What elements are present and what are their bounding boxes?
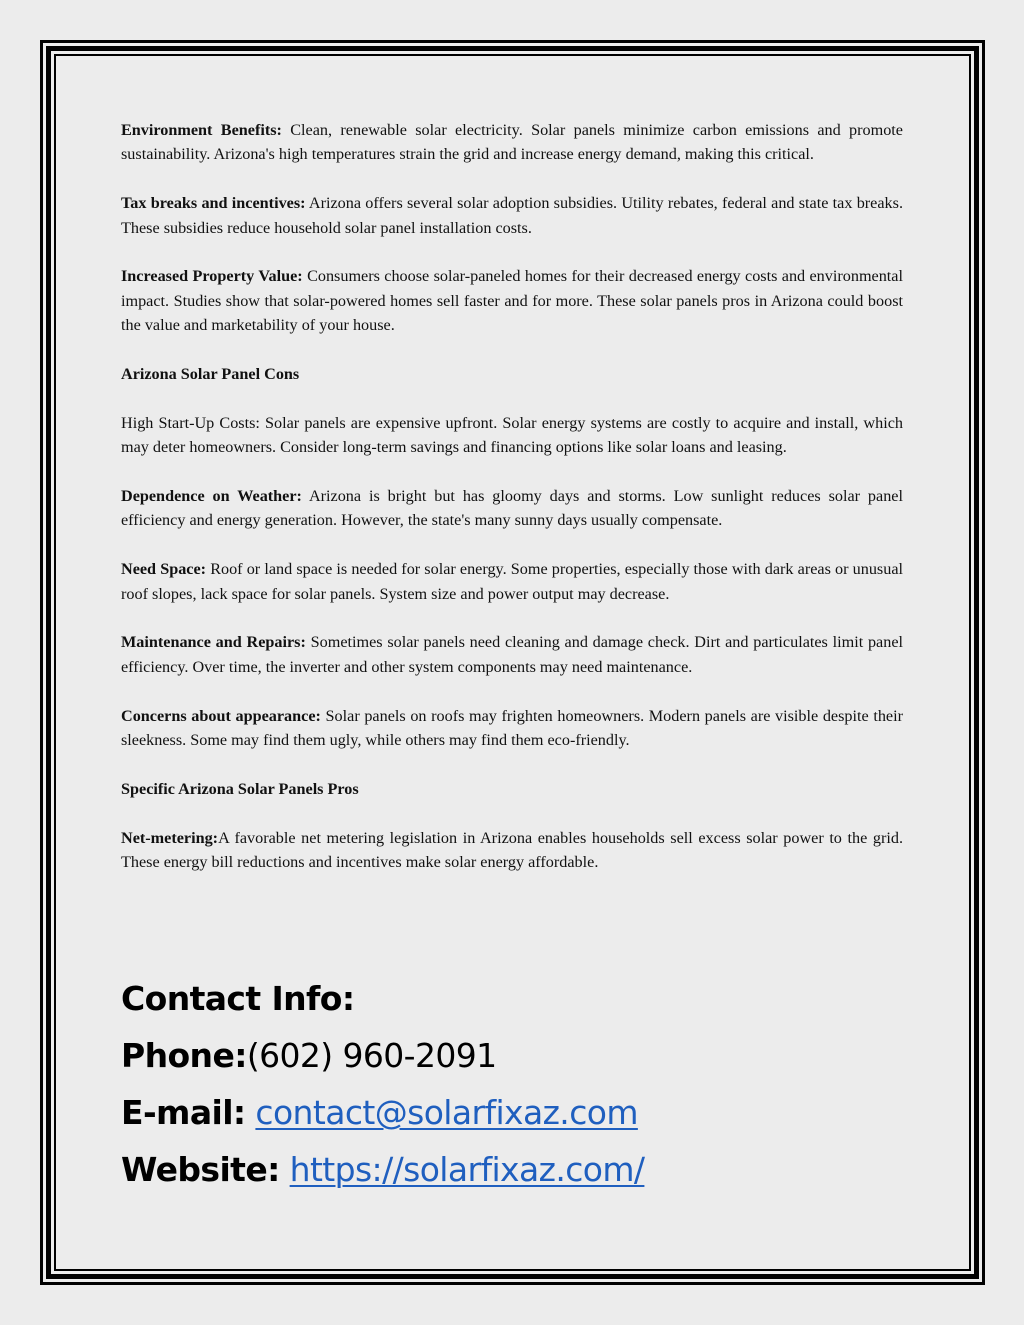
section-text: Arizona is bright but has gloomy days and storms. Low sunlight reduces solar panel efficiency and energy generation. However, the state's many sunny days usually compensate. (121, 487, 903, 530)
email-link[interactable]: contact@solarfixaz.com (255, 1093, 638, 1132)
section-maintenance (121, 630, 903, 679)
website-label: Website: (121, 1150, 280, 1189)
section-text: Consumers choose solar-paneled homes for their decreased energy costs and environmental impact. Studies show that solar-powered homes sell faster and for more. These solar panels pros in Arizona could boost the value and marketability of your house. (121, 267, 903, 335)
contact-email-line (121, 1084, 644, 1141)
section-text: A favorable net metering legislation in Arizona enables households sell excess solar power to the grid. These energy bill reductions and incentives make solar energy affordable. (121, 828, 903, 872)
section-label: Environment Benefits: (121, 121, 282, 139)
section-label: Increased Property Value: (121, 267, 303, 286)
section-property-value (121, 264, 903, 337)
section-label: Net-metering: (121, 828, 219, 847)
phone-label: Phone: (121, 1036, 247, 1075)
section-space (121, 557, 903, 606)
section-text: Sometimes solar panels need cleaning and damage check. Dirt and particulates limit panel efficiency. Over time, the inverter and other system components may need maintenance. (121, 633, 903, 676)
section-tax-breaks (121, 191, 903, 240)
contact-phone-line (121, 1027, 644, 1084)
section-startup-costs: High Start-Up Costs: Solar panels are expensive upfront. Solar energy systems are costly to acquire and install, which may deter homeowners. Consider long-term savings and financing options like solar loans and leasing. (121, 413, 903, 457)
contact-title-line (121, 970, 644, 1027)
contact-info (121, 970, 644, 1198)
section-label: Dependence on Weather: (121, 487, 302, 506)
section-label: Tax breaks and incentives: (121, 194, 306, 213)
phone-value: (602) 960-2091 (246, 1036, 497, 1075)
section-label: Concerns about appearance: (121, 706, 321, 725)
heading-pros: Specific Arizona Solar Panels Pros (121, 779, 359, 798)
document-body (121, 118, 903, 899)
section-net-metering (121, 826, 903, 875)
section-text: Arizona offers several solar adoption subsidies. Utility rebates, federal and state tax breaks. These subsidies reduce household solar panel installation costs. (121, 194, 903, 237)
heading-cons: Arizona Solar Panel Cons (121, 365, 300, 384)
section-label: Maintenance and Repairs: (121, 633, 306, 652)
contact-title: Contact Info: (121, 979, 355, 1018)
email-label: E-mail: (121, 1093, 246, 1132)
section-text: Clean, renewable solar electricity. Solar panels minimize carbon emissions and promote sustainability. Arizona's high temperatures strain the grid and increase energy demand, making this critical. (121, 121, 903, 164)
section-weather (121, 484, 903, 533)
section-environment-benefits (121, 118, 903, 167)
website-link[interactable]: https://solarfixaz.com/ (289, 1150, 645, 1189)
section-label: Need Space: (121, 560, 207, 579)
section-appearance (121, 704, 903, 753)
contact-website-line (121, 1141, 644, 1198)
section-text: Roof or land space is needed for solar energy. Some properties, especially those with dark areas or unusual roof slopes, lack space for solar panels. System size and power output may decrease. (121, 560, 903, 603)
section-text: Solar panels on roofs may frighten homeowners. Modern panels are visible despite their sleekness. Some may find them ugly, while others may find them eco-friendly. (121, 706, 903, 750)
